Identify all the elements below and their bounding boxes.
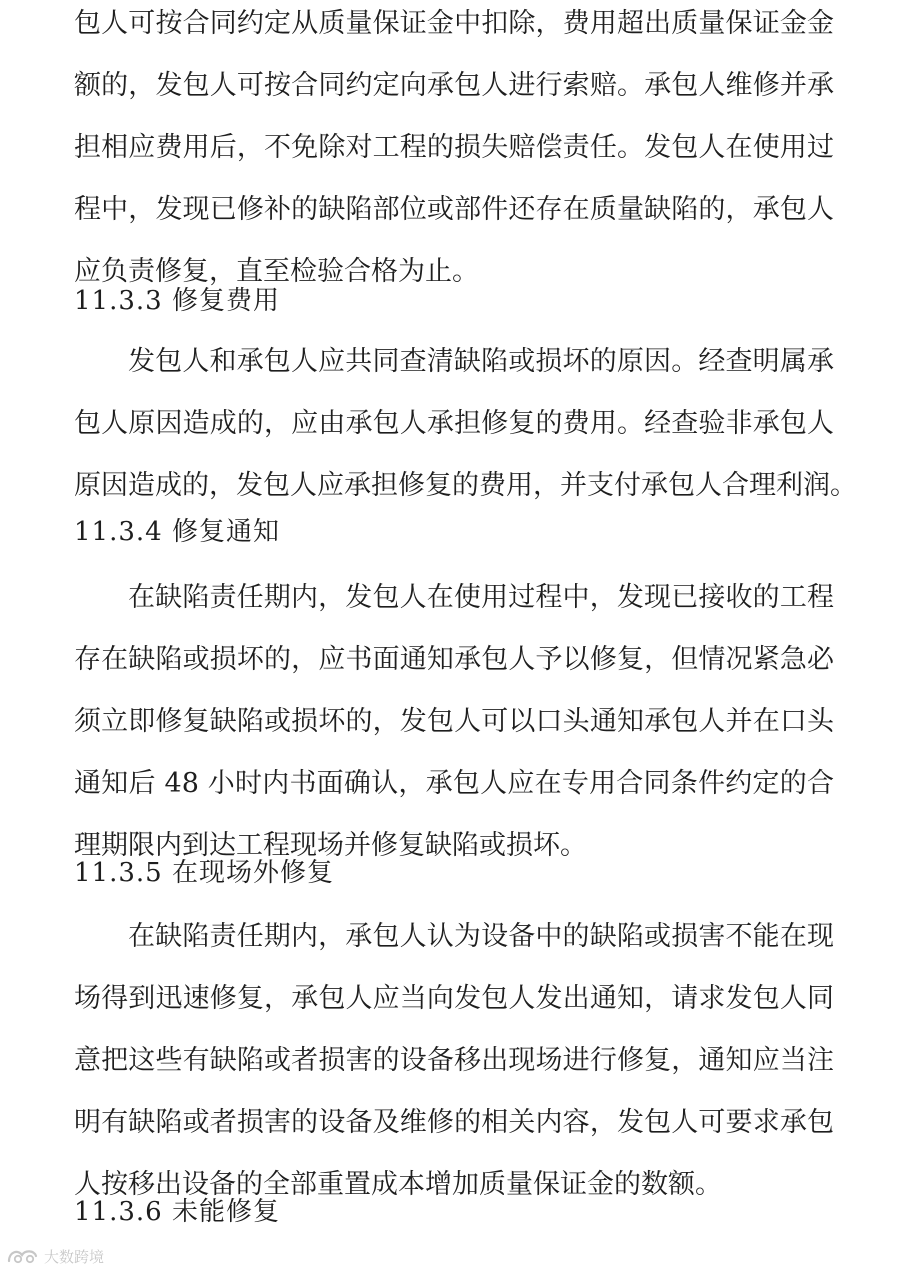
text-line: 原因造成的，发包人应承担修复的费用，并支付承包人合理利润。 xyxy=(74,470,857,501)
section-heading: 11.3.6 未能修复 xyxy=(74,1197,280,1227)
section-heading: 11.3.5 在现场外修复 xyxy=(74,858,334,888)
text-line: 意把这些有缺陷或者损害的设备移出现场进行修复，通知应当注 xyxy=(74,1045,834,1076)
watermark-text: 大数跨境 xyxy=(44,1247,105,1266)
text-line: 包人原因造成的，应由承包人承担修复的费用。经查验非承包人 xyxy=(74,408,834,439)
watermark xyxy=(6,1244,104,1268)
text-line: 应负责修复，直至检验合格为止。 xyxy=(74,256,479,287)
text-line: 明有缺陷或者损害的设备及维修的相关内容，发包人可要求承包 xyxy=(74,1107,834,1138)
text-line: 在缺陷责任期内，承包人认为设备中的缺陷或损害不能在现 xyxy=(128,921,834,952)
section-heading: 11.3.4 修复通知 xyxy=(74,517,280,547)
text-line: 须立即修复缺陷或损坏的，发包人可以口头通知承包人并在口头 xyxy=(74,706,834,737)
section-heading: 11.3.3 修复费用 xyxy=(74,286,280,316)
text-line: 人按移出设备的全部重置成本增加质量保证金的数额。 xyxy=(74,1169,722,1200)
text-line: 程中，发现已修补的缺陷部位或部件还存在质量缺陷的，承包人 xyxy=(74,194,834,225)
text-line: 在缺陷责任期内，发包人在使用过程中，发现已接收的工程 xyxy=(128,582,834,613)
text-line: 存在缺陷或损坏的，应书面通知承包人予以修复，但情况紧急必 xyxy=(74,644,834,675)
text-line: 担相应费用后，不免除对工程的损失赔偿责任。发包人在使用过 xyxy=(74,132,834,163)
brand-logo-icon xyxy=(6,1247,40,1265)
text-line: 包人可按合同约定从质量保证金中扣除，费用超出质量保证金金 xyxy=(74,8,834,39)
text-line: 理期限内到达工程现场并修复缺陷或损坏。 xyxy=(74,830,587,861)
text-line: 发包人和承包人应共同查清缺陷或损坏的原因。经查明属承 xyxy=(128,346,834,377)
text-line: 额的，发包人可按合同约定向承包人进行索赔。承包人维修并承 xyxy=(74,70,834,101)
text-line: 场得到迅速修复，承包人应当向发包人发出通知，请求发包人同 xyxy=(74,983,834,1014)
text-line: 通知后 48 小时内书面确认，承包人应在专用合同条件约定的合 xyxy=(74,768,834,799)
